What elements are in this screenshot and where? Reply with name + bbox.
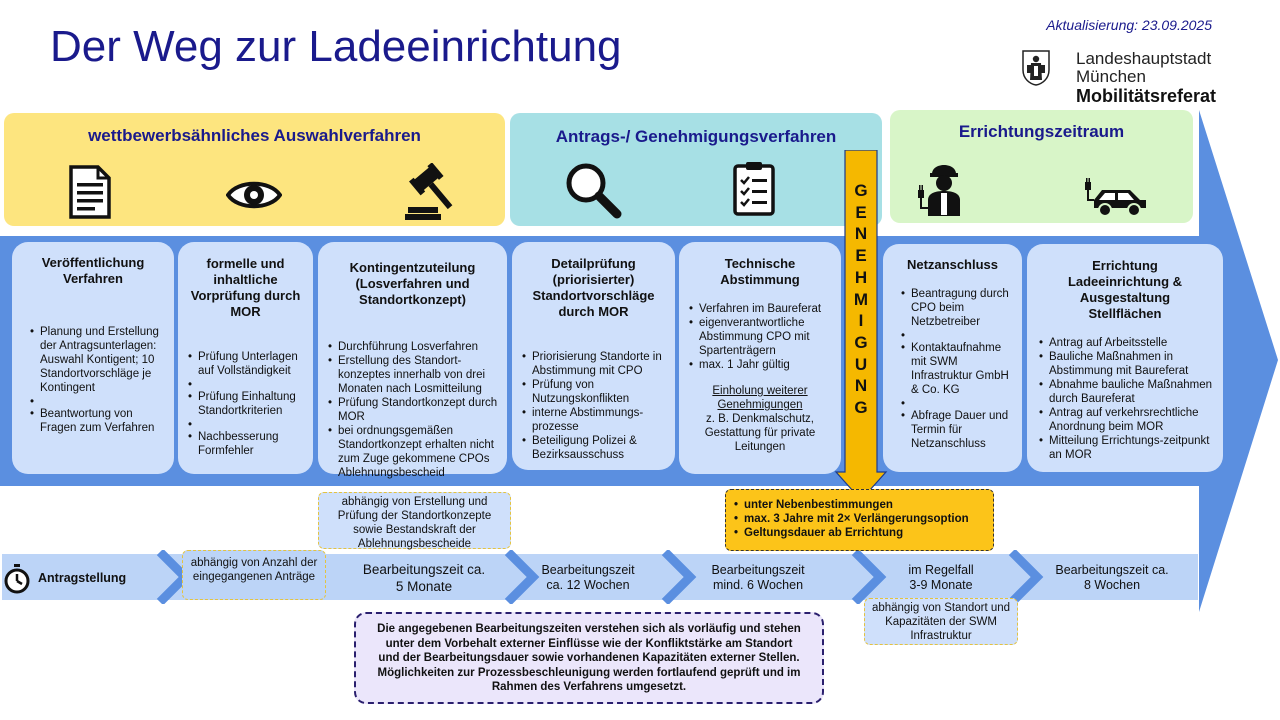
magnifier-icon	[564, 161, 622, 219]
clipboard-checklist-icon	[732, 160, 776, 216]
genehmigung-letter: U	[854, 354, 868, 374]
genehmigung-letter: H	[854, 267, 868, 287]
step-item: • max. 1 Jahr gültig	[699, 358, 833, 372]
genehmigung-letter: M	[853, 289, 869, 309]
step-item: • Kontaktaufnahme mit SWM Infrastruktur GmbH & Co. KG	[911, 341, 1014, 397]
stopwatch-icon	[3, 563, 31, 595]
disclaimer-text: Die angegebenen Bearbeitungszeiten verstehen sich als vorläufig und stehen unter dem Vorbehalt externer Einflüsse wie der Konfliktstärke am Standort und der Bearbeitungsdauer sowie vorhandenen Kapazitäten externer Stellen. Möglichkeiten zur Prozessbeschleunigung werden fortlaufend geprüft und im Rahmen des Verfahrens umgesetzt.	[377, 623, 801, 693]
genehmigung-letter: G	[854, 181, 868, 200]
note-item: • Geltungsdauer ab Errichtung	[734, 527, 904, 539]
electrician-worker-icon	[916, 158, 972, 218]
logo-line3: Mobilitätsreferat	[1076, 86, 1217, 106]
step-item: • Antrag auf verkehrsrechtliche Anordnung beim MOR	[1049, 406, 1215, 434]
electric-car-icon	[1084, 178, 1150, 220]
step-item: • interne Abstimmungs-prozesse	[532, 406, 667, 434]
timeline-segment: Bearbeitungszeit mind. 6 Wochen	[711, 563, 805, 592]
genehmigung-letter: G	[854, 398, 868, 418]
step-card-vorpruefung	[178, 242, 313, 474]
step-item: • eigenverantwortliche Abstimmung CPO mit Spartenträgern	[699, 316, 833, 358]
phase-label: Errichtungszeitraum	[958, 122, 1125, 141]
note-item: • max. 3 Jahre mit 2× Verlängerungsoption	[734, 513, 969, 525]
note-standortkonzept: abhängig von Erstellung und Prüfung der Standortkonzepte sowie Bestandskraft der Ablehnungsbescheide	[318, 492, 511, 549]
phase-auswahlverfahren	[4, 113, 505, 226]
document-icon	[68, 165, 112, 219]
step-item: • Nachbesserung Formfehler	[198, 430, 305, 458]
step-item: • Beantragung durch CPO beim Netzbetreiber	[911, 287, 1014, 329]
logo-line1: Landeshauptstadt	[1076, 49, 1212, 68]
timeline-segment: im Regelfall 3-9 Monate	[908, 563, 974, 592]
step-card-detailpruefung	[512, 242, 675, 470]
step-card-technische-abstimmung	[679, 242, 841, 474]
step-item: • Abnahme bauliche Maßnahmen durch Baureferat	[1049, 378, 1215, 406]
disclaimer-box	[354, 612, 824, 704]
step-item: • Verfahren im Baureferat	[699, 302, 833, 316]
step-item: • Planung und Erstellung der Antragsunterlagen: Auswahl Kontigent; 10 Standortvorschläge je Kontingent	[40, 325, 166, 395]
step-item: • Beteiligung Polizei & Bezirksausschuss	[532, 434, 667, 462]
genehmigung-letter: E	[855, 202, 867, 222]
step-title: Veröffentlichung Verfahren	[41, 255, 145, 286]
step-title: Errichtung Ladeeinrichtung & Ausgestaltung Stellflächen	[1067, 258, 1183, 321]
step-item: • Beantwortung von Fragen zum Verfahren	[40, 407, 166, 435]
step-card-errichtung	[1027, 244, 1223, 472]
note-item: • unter Nebenbestimmungen	[734, 499, 893, 511]
step-item: • bei ordnungsgemäßen Standortkonzept erhalten nicht zum Zuge gekommene CPOs Ablehnungsbescheid	[338, 424, 499, 480]
extra-text: z. B. Denkmalschutz, Gestattung für private Leitungen	[704, 413, 816, 453]
note-swm: abhängig von Standort und Kapazitäten der SWM Infrastruktur	[864, 598, 1018, 645]
step-item: • Prüfung von Nutzungskonflikten	[532, 378, 667, 406]
step-item: • Bauliche Maßnahmen in Abstimmung mit Baureferat	[1049, 350, 1215, 378]
genehmigung-letter: N	[854, 224, 868, 244]
genehmigung-letter: N	[854, 376, 868, 396]
genehmigung-letter: G	[854, 332, 868, 352]
phase-errichtungszeitraum	[890, 110, 1193, 223]
step-item: • Durchführung Losverfahren	[338, 340, 499, 354]
genehmigung-letter: I	[858, 311, 864, 331]
timeline-note-antraege: abhängig von Anzahl der eingegangenen Anträge	[182, 550, 326, 600]
genehmigung-letter: E	[855, 246, 867, 266]
step-card-netzanschluss	[883, 244, 1022, 472]
logo-line2: München	[1076, 67, 1146, 86]
genehmigung-label	[845, 180, 877, 419]
step-card-veroeffentlichung	[12, 242, 174, 474]
step-item: • Antrag auf Arbeitsstelle	[1049, 336, 1215, 350]
gavel-icon	[404, 163, 464, 221]
note-nebenbestimmungen	[725, 489, 994, 551]
phase-genehmigungsverfahren	[510, 113, 882, 226]
timeline-segment: Bearbeitungszeit ca. 12 Wochen	[541, 563, 635, 592]
step-item: • Prüfung Einhaltung Standortkriterien	[198, 390, 305, 418]
update-date: Aktualisierung: 23.09.2025	[1046, 17, 1212, 33]
step-item: • Priorisierung Standorte in Abstimmung mit CPO	[532, 350, 667, 378]
step-title: formelle und inhaltliche Vorprüfung durch MOR	[190, 256, 301, 319]
timeline-start-label: Antragstellung	[38, 571, 127, 585]
step-title: Netzanschluss	[906, 257, 999, 272]
step-title: Detailprüfung (priorisierter) Standortvorschläge durch MOR	[532, 256, 655, 319]
timeline-segment: Bearbeitungszeit ca. 8 Wochen	[1055, 563, 1169, 592]
step-item: • Prüfung Standortkonzept durch MOR	[338, 396, 499, 424]
step-item: • Prüfung Unterlagen auf Vollständigkeit	[198, 350, 305, 378]
step-item: • Mitteilung Errichtungs-zeitpunkt an MOR	[1049, 434, 1215, 462]
step-title: Technische Abstimmung	[720, 256, 800, 287]
eye-icon	[226, 177, 282, 213]
step-card-kontingentzuteilung	[318, 242, 507, 479]
timeline-segment: Bearbeitungszeit ca. 5 Monate	[362, 562, 486, 594]
step-item: • Erstellung des Standort-konzeptes innerhalb von drei Monaten nach Losmitteilung	[338, 354, 499, 396]
step-title: Kontingentzuteilung (Losverfahren und Standortkonzept)	[349, 260, 476, 307]
phase-label: Antrags-/ Genehmigungsverfahren	[555, 127, 837, 146]
step-item: • Abfrage Dauer und Termin für Netzanschluss	[911, 409, 1014, 451]
phase-label: wettbewerbsähnliches Auswahlverfahren	[88, 126, 421, 145]
extra-heading: Einholung weiterer Genehmigungen	[712, 385, 808, 411]
page-title: Der Weg zur Ladeeinrichtung	[50, 22, 622, 71]
